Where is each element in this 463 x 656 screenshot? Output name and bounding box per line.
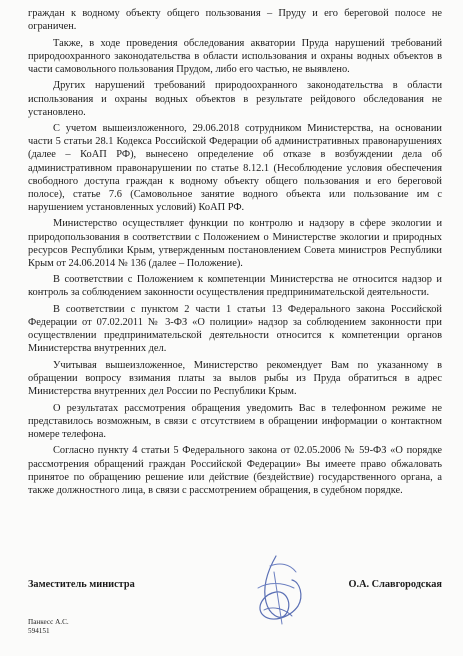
paragraph-7: В соответствии с пунктом 2 части 1 статьи 13 Федерального закона Российской Федерации от 07.02.2011 № 3-ФЗ «О полиции» надзор за соблюдением законности при осуществлении предпринимательской деятельности относится к компетенции органов Министерства внутренних дел.	[28, 303, 442, 355]
executor-info	[28, 618, 69, 636]
paragraph-3: Других нарушений требований природоохранного законодательства в области использования и охраны водных объектов в результате рейдового обследования не установлено.	[28, 80, 442, 118]
handwritten-signature	[246, 552, 310, 630]
signature-block	[28, 564, 442, 624]
signatory-name: О.А. Славгородская	[348, 579, 442, 590]
executor-phone: 594151	[28, 627, 50, 635]
paragraph-2: Также, в ходе проведения обследования акватории Пруда нарушений требований природоохранного законодательства в области использования и охраны водных объектов в части самовольного пользования Прудом, либо его частью, не выявлено.	[28, 37, 442, 75]
paragraph-5: Министерство осуществляет функции по контролю и надзору в сфере экологии и природопользования в соответствии с Положением о Министерстве экологии и природных ресурсов Республики Крым, утвержденным постановлением Совета министров Республики Крым от 24.06.2014 № 136 (далее – Положение).	[28, 218, 442, 269]
executor-name: Панкесс А.С.	[28, 618, 69, 626]
paragraph-1: граждан к водному объекту общего пользования – Пруду и его береговой полосе не ограничен.	[28, 8, 442, 33]
paragraph-8: Учитывая вышеизложенное, Министерство рекомендует Вам по указанному в обращении вопросу взимания платы за вылов рыбы из Пруда обратиться в адрес Министерства внутренних дел России по Республики Крым.	[28, 359, 442, 398]
letter-body	[28, 7, 442, 500]
paragraph-9: О результатах рассмотрения обращения уведомить Вас в телефонном режиме не представилось возможным, в связи с отсутствием в обращении информации о контактном номере телефона.	[28, 402, 442, 440]
paragraph-10: Согласно пункту 4 статьи 5 Федерального закона от 02.05.2006 № 59-ФЗ «О порядке рассмотрения обращений граждан Российской Федерации» Вы имеете право обжаловать принятое по обращению решение или действие (бездействие) государственного органа, а также должностного лица, в связи с рассмотрением обращения, в судебном порядке.	[28, 445, 442, 496]
paragraph-4: С учетом вышеизложенного, 29.06.2018 сотрудником Министерства, на основании части 5 статьи 28.1 Кодекса Российской Федерации об административных правонарушениях (далее – КоАП РФ), вынесено определение об отказе в возбуждении дела об административном правонарушении по статье 8.12.1 (Несоблюдение условия обеспечения свободного доступа граждан к водному объекту общего пользования и его береговой полосе), статье 7.6 (Самовольное занятие водного объекта или пользование им с нарушением установленных условий) КоАП РФ.	[28, 123, 442, 213]
paragraph-6: В соответствии с Положением к компетенции Министерства не относится надзор и контроль за соблюдением законности осуществления предпринимательской деятельности.	[28, 274, 442, 299]
signatory-position: Заместитель министра	[28, 579, 135, 590]
